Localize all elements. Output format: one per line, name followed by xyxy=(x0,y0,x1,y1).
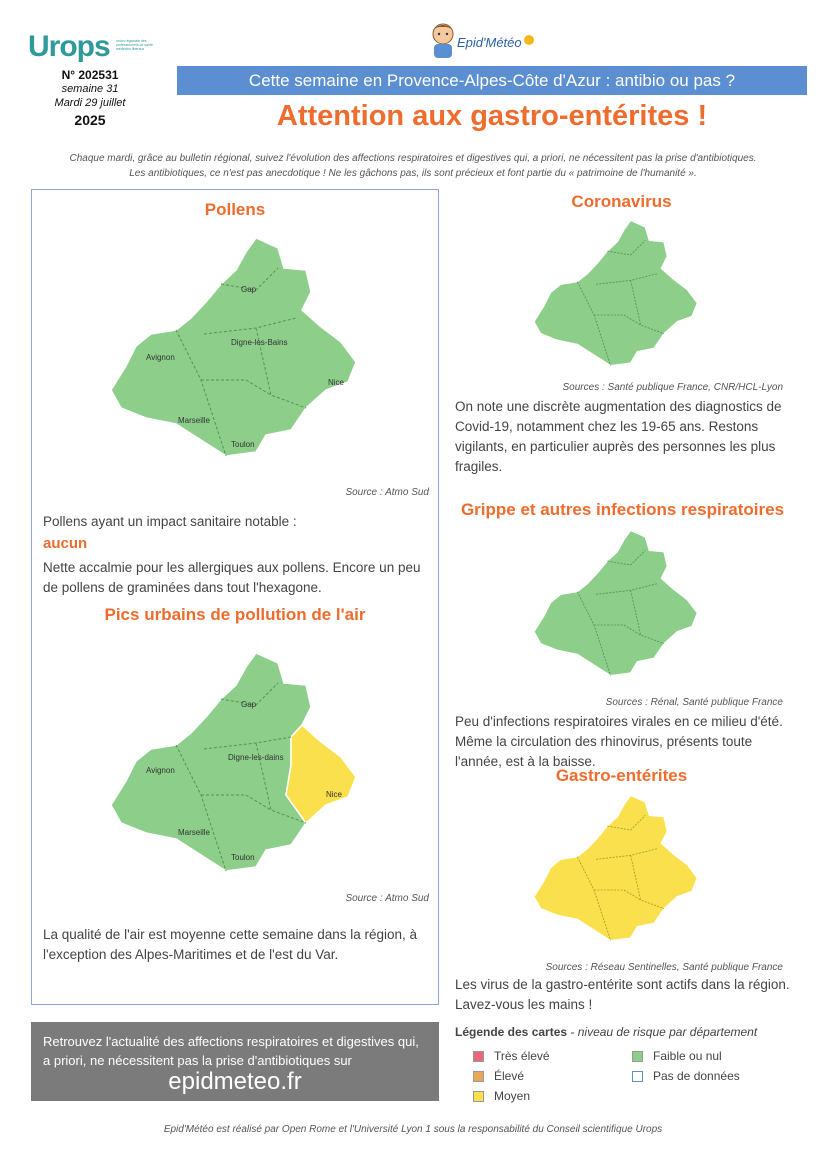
coronavirus-map xyxy=(518,215,718,375)
legend-swatch-eleve xyxy=(473,1071,484,1082)
footer-credit: Epid'Météo est réalisé par Open Rome et l'Université Lyon 1 sous la responsabilité du Conseil scientifique Urops xyxy=(163,1124,663,1135)
grippe-title: Grippe et autres infections respiratoires xyxy=(460,500,785,519)
promo-url-link[interactable]: epidmeteo.fr xyxy=(168,1068,302,1095)
issue-number: N° 202531 xyxy=(61,68,119,82)
pollens-region xyxy=(111,238,356,456)
pollens-source: Source : Atmo Sud xyxy=(345,487,429,498)
pollution-map-shape xyxy=(111,653,356,871)
legend-swatch-faible xyxy=(632,1051,643,1062)
coronavirus-text: On note une discrète augmentation des diagnostics de Covid-19, notamment chez les 19-65 ans. Restons vigilants, en particulier auprès des personnes les plus fragiles. xyxy=(455,399,782,474)
intro-line-2: Les antibiotiques, ce n'est pas anecdotique ! Ne les gâchons pas, ils sont précieux et font partie du « patrimoine de l'humanité ». xyxy=(129,168,697,179)
issue-info xyxy=(30,68,150,128)
legend-subtitle: - niveau de risque par département xyxy=(567,1025,758,1039)
legend-item-moyen xyxy=(473,1089,530,1103)
legend-title-main: Légende des cartes xyxy=(455,1025,568,1039)
pollens-map xyxy=(106,230,368,470)
coronavirus-source: Sources : Santé publique France, CNR/HCL-Lyon xyxy=(562,382,783,393)
city-marseille: Marseille xyxy=(178,416,211,425)
pollution-title: Pics urbains de pollution de l'air xyxy=(104,605,366,624)
urops-logo-subtext: union régionale des professionnels de santé médecins libéraux xyxy=(116,39,153,51)
pollution-city-gap: Gap xyxy=(241,700,257,709)
grippe-region xyxy=(534,530,697,675)
pollution-city-toulon: Toulon xyxy=(231,853,255,862)
pollution-map xyxy=(106,645,368,885)
urops-logo: Urops xyxy=(28,30,110,63)
legend-label: Très élevé xyxy=(494,1049,550,1063)
gastro-text: Les virus de la gastro-entérite sont actifs dans la région. Lavez-vous les mains ! xyxy=(455,977,790,1012)
grippe-map xyxy=(518,525,718,685)
epidmeteo-logo xyxy=(425,18,545,62)
coronavirus-region xyxy=(534,220,697,365)
gastro-source: Sources : Réseau Sentinelles, Santé publique France xyxy=(545,962,783,973)
pollution-city-avignon: Avignon xyxy=(146,766,175,775)
gastro-region xyxy=(534,795,697,940)
pollens-intro: Pollens ayant un impact sanitaire notable : xyxy=(43,514,297,529)
intro-line-1: Chaque mardi, grâce au bulletin régional, suivez l'évolution des affections respiratoires et digestives qui, a priori, ne nécessitent pas la prise d'antibiotiques. xyxy=(69,153,757,164)
legend-title xyxy=(455,1025,757,1039)
region-banner-text: Cette semaine en Provence-Alpes-Côte d'Azur : antibio ou pas ? xyxy=(248,70,736,90)
issue-date: Mardi 29 juillet xyxy=(54,97,126,109)
legend-label: Pas de données xyxy=(653,1069,740,1083)
pollens-value: aucun xyxy=(43,535,88,552)
grippe-text: Peu d'infections respiratoires virales en ce milieu d'été. Même la circulation des rhinovirus, présents toute l'année, est à la baisse. xyxy=(455,714,783,769)
legend-item-tres-eleve xyxy=(473,1049,550,1063)
pollens-text: Nette accalmie pour les allergiques aux pollens. Encore un peu de pollens de graminées dans tout l'hexagone. xyxy=(43,560,421,595)
city-avignon: Avignon xyxy=(146,353,175,362)
promo-box xyxy=(31,1022,439,1101)
issue-week: semaine 31 xyxy=(61,83,119,95)
city-toulon: Toulon xyxy=(231,440,255,449)
legend-label: Élevé xyxy=(494,1069,525,1083)
legend-swatch-pas-de-donnees xyxy=(632,1071,643,1082)
coronavirus-title: Coronavirus xyxy=(571,192,672,211)
city-gap: Gap xyxy=(241,285,257,294)
pollution-city-nice: Nice xyxy=(326,790,343,799)
pollution-city-marseille: Marseille xyxy=(178,828,211,837)
legend-label: Moyen xyxy=(494,1089,531,1103)
pollution-text: La qualité de l'air est moyenne cette semaine dans la région, à l'exception des Alpes-Maritimes et de l'est du Var. xyxy=(43,927,418,962)
city-nice: Nice xyxy=(328,378,345,387)
pollution-source: Source : Atmo Sud xyxy=(345,893,429,904)
legend-swatch-tres-eleve xyxy=(473,1051,484,1062)
page-headline: Attention aux gastro-entérites ! xyxy=(276,100,708,132)
grippe-source: Sources : Rénal, Santé publique France xyxy=(605,697,783,708)
legend-item-pas-de-donnees xyxy=(632,1069,740,1083)
issue-year: 2025 xyxy=(74,112,106,128)
legend-item-eleve xyxy=(473,1069,524,1083)
city-digne: Digne-les-Bains xyxy=(231,338,288,347)
promo-text: Retrouvez l'actualité des affections respiratoires et digestives qui, a priori, ne nécessitent pas la prise d'antibiotiques sur xyxy=(43,1034,419,1068)
pollens-title: Pollens xyxy=(204,200,266,219)
intro-text xyxy=(20,151,806,181)
epidmeteo-logo-text: Epid'Météo xyxy=(457,35,522,50)
legend-label: Faible ou nul xyxy=(653,1049,722,1063)
pollution-city-digne: Digne-les-dains xyxy=(228,753,284,762)
gastro-title: Gastro-entérites xyxy=(555,766,688,785)
gastro-map xyxy=(518,790,718,950)
pollution-region-green xyxy=(111,653,311,871)
legend-swatch-moyen xyxy=(473,1091,484,1102)
region-banner xyxy=(177,66,807,95)
pollution-region-yellow xyxy=(286,725,356,823)
pollens-map-shape xyxy=(111,238,356,456)
legend-item-faible xyxy=(632,1049,722,1063)
